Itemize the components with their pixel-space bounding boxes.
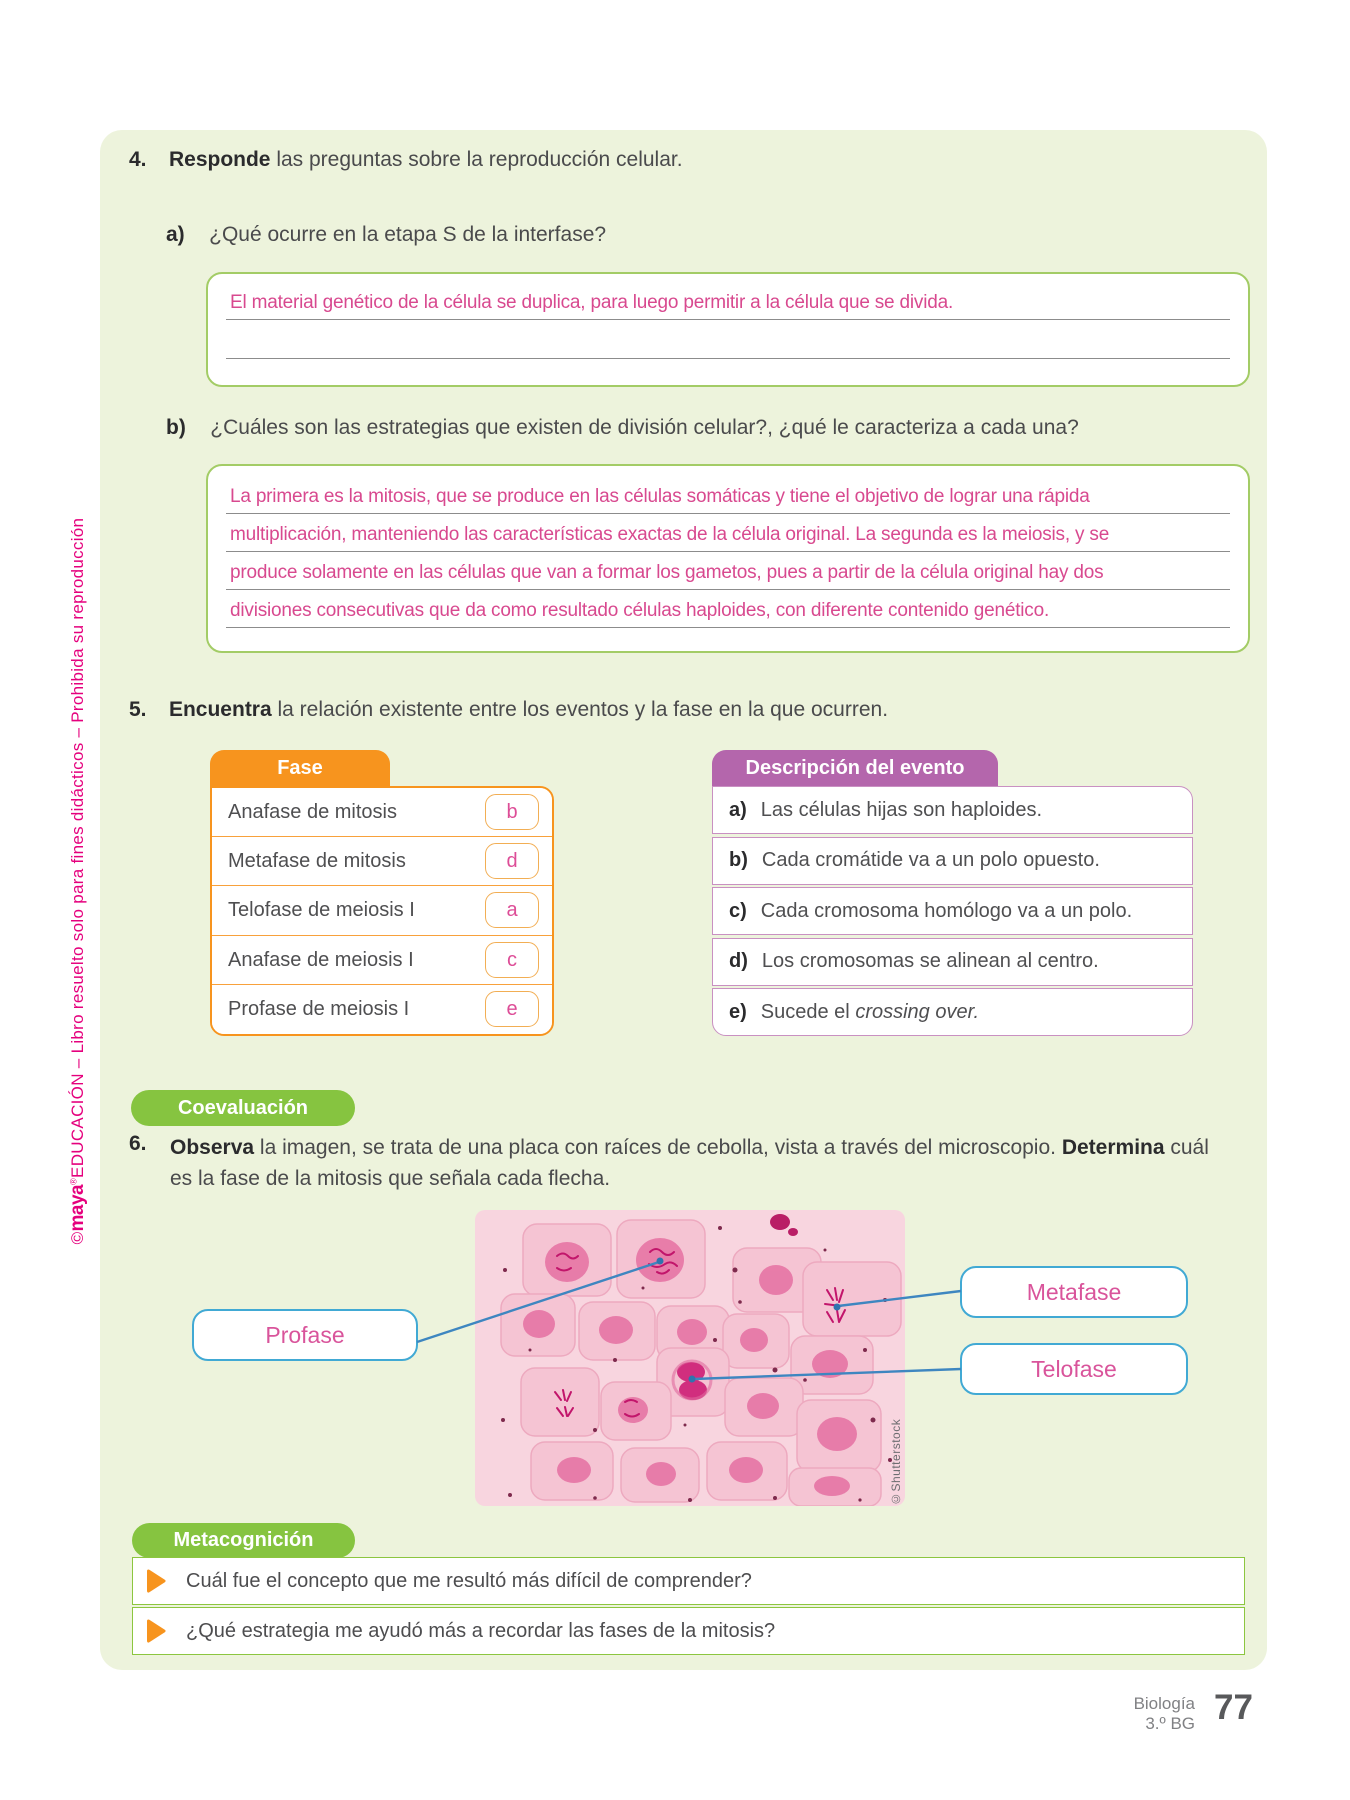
question-6-heading: [129, 1132, 1239, 1194]
question-5-heading: [129, 698, 888, 722]
evento-text-italic: crossing over.: [855, 1000, 980, 1023]
evento-text: Cada cromátide va a un polo opuesto.: [761, 849, 1100, 871]
question-4a: [166, 223, 606, 247]
fase-row-label: Telofase de meiosis I: [228, 899, 415, 922]
registered-symbol: ®: [68, 1177, 79, 1185]
footer-subject-name: Biología: [1133, 1694, 1195, 1713]
label-metafase: Metafase: [960, 1266, 1188, 1318]
answer-4b-line-2[interactable]: multiplicación, manteniendo las características exactas de la célula original. La segunda es la meiosis, y se: [226, 514, 1230, 552]
fase-answer-chip[interactable]: e: [485, 991, 539, 1027]
question-4b-label: b): [166, 416, 186, 439]
question-4a-text: ¿Qué ocurre en la etapa S de la interfase?: [209, 223, 607, 246]
fase-row: [212, 788, 552, 837]
onion-root-micrograph: [475, 1210, 905, 1506]
evento-text: Cada cromosoma homólogo va a un polo.: [760, 899, 1133, 922]
evento-letter: a): [729, 798, 747, 821]
fase-answer-chip[interactable]: a: [485, 892, 539, 928]
footer-course: [1134, 1694, 1195, 1734]
question-4-text: las preguntas sobre la reproducción celular.: [270, 148, 683, 171]
answer-4a-line-1[interactable]: El material genético de la célula se duplica, para luego permitir a la célula que se divida.: [226, 274, 1230, 320]
metacognicion-question: Cuál fue el concepto que me resultó más difícil de comprender?: [186, 1569, 752, 1592]
metacognicion-row: [132, 1607, 1245, 1655]
fase-row-label: Metafase de mitosis: [228, 850, 406, 873]
answer-4b-line-3[interactable]: produce solamente en las células que van a formar los gametos, pues a partir de la célula original hay dos: [226, 552, 1230, 590]
question-4a-label: a): [166, 223, 185, 246]
publisher-name: EDUCACIÓN: [68, 1073, 87, 1178]
answer-4b-line-4[interactable]: divisiones consecutivas que da como resultado células haploides, con diferente contenido genético.: [226, 590, 1230, 628]
question-6-text: la imagen, se trata de una placa con raíces de cebolla, vista a través del microscopio.: [254, 1136, 1062, 1159]
question-6-verb2: Determina: [1061, 1136, 1165, 1159]
sidebar-imprint: [67, 518, 89, 1245]
evento-letter: b): [729, 849, 748, 871]
metacognicion-question: ¿Qué estrategia me ayudó más a recordar las fases de la mitosis?: [186, 1619, 776, 1642]
question-4b: [166, 416, 1079, 440]
question-5-text: la relación existente entre los eventos y la fase en la que ocurren.: [271, 698, 889, 721]
publisher-brand: maya: [67, 1184, 88, 1232]
image-credit: ©Shutterstock: [889, 1418, 903, 1506]
fase-answer-chip[interactable]: d: [485, 843, 539, 879]
evento-row: [712, 988, 1193, 1036]
page-number: 77: [1214, 1688, 1253, 1727]
question-4-number: 4.: [129, 148, 147, 171]
answer-4b-line-1[interactable]: La primera es la mitosis, que se produce en las células somáticas y tiene el objetivo de lograr una rápida: [226, 466, 1230, 514]
answer-4a-line-2[interactable]: [226, 320, 1230, 359]
evento-table: [712, 786, 1193, 1036]
evento-row: [712, 887, 1193, 935]
label-profase: Profase: [192, 1309, 418, 1361]
copyright-symbol: ©: [68, 1231, 87, 1245]
metacognicion-row: [132, 1557, 1245, 1605]
fase-table-header: Fase: [210, 750, 390, 787]
evento-text: Las células hijas son haploides.: [760, 798, 1043, 821]
evento-row: [712, 837, 1193, 885]
answer-box-4b: [206, 464, 1250, 653]
evento-table-header: Descripción del evento: [712, 750, 998, 787]
answer-box-4a: [206, 272, 1250, 387]
question-5-verb: Encuentra: [168, 698, 272, 721]
fase-row-label: Profase de meiosis I: [228, 997, 410, 1020]
question-4b-text: ¿Cuáles son las estrategias que existen de división celular?, ¿qué le caracteriza a cada una?: [210, 416, 1079, 439]
evento-text: Los cromosomas se alinean al centro.: [761, 950, 1099, 972]
evento-letter: c): [729, 899, 747, 922]
metacognicion-badge: Metacognición: [132, 1523, 355, 1558]
fase-row-label: Anafase de mitosis: [228, 801, 397, 823]
question-6-verb: Observa: [170, 1136, 255, 1159]
fase-row-label: Anafase de meiosis I: [228, 948, 414, 971]
question-6-text-line2: es la fase de la mitosis que señala cada flecha.: [170, 1167, 611, 1190]
question-4-heading: [129, 148, 683, 172]
evento-letter: d): [729, 950, 748, 972]
question-6-number: 6.: [129, 1132, 147, 1155]
evento-letter: e): [729, 1000, 747, 1023]
arrow-bullet-icon: [147, 1569, 166, 1593]
footer-grade: 3.º BG: [1145, 1714, 1195, 1733]
fase-row: [212, 837, 552, 886]
worksheet-panel: [100, 130, 1267, 1670]
evento-row: [712, 786, 1193, 834]
fase-answer-chip[interactable]: b: [485, 794, 539, 830]
evento-row: [712, 938, 1193, 986]
label-telofase: Telofase: [960, 1343, 1188, 1395]
question-6-tail: cuál: [1164, 1136, 1209, 1159]
fase-row: [212, 985, 552, 1034]
coevaluacion-badge: Coevaluación: [131, 1090, 355, 1126]
arrow-bullet-icon: [147, 1619, 166, 1643]
evento-text: Sucede el crossing over.: [760, 1000, 980, 1023]
micrograph-illustration: [475, 1210, 905, 1506]
fase-table: [210, 786, 554, 1036]
question-5-number: 5.: [129, 698, 147, 721]
rights-notice: – Libro resuelto solo para fines didácticos – Prohibida su reproducción: [68, 517, 87, 1074]
fase-row: [212, 886, 552, 935]
fase-row: [212, 936, 552, 985]
fase-answer-chip[interactable]: c: [485, 942, 539, 978]
question-4-verb: Responde: [168, 148, 271, 171]
